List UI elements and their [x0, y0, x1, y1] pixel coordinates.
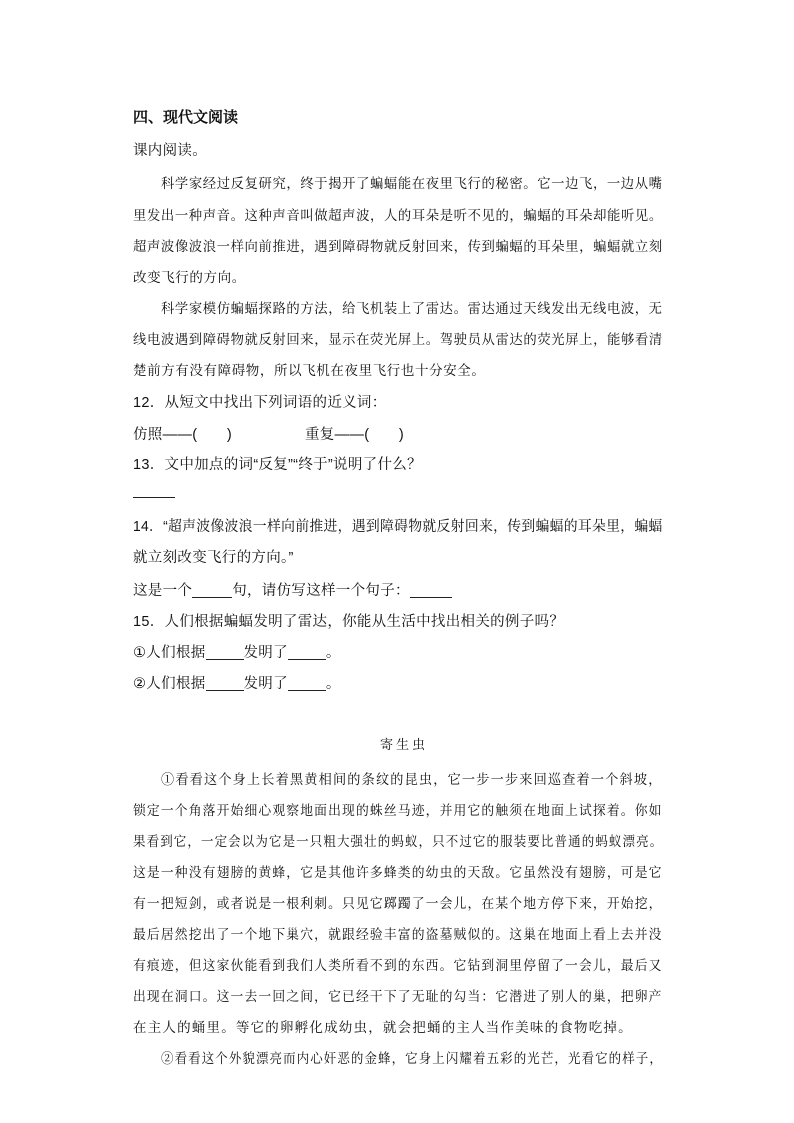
passage1-line: 线电波遇到障碍物就反射回来，显示在荧光屏上。驾驶员从雷达的荧光屏上，能够看清 — [133, 332, 663, 347]
question-14-text-b: 句，请仿写这样一个句子： — [232, 583, 410, 599]
question-15-item-1-text-a: ①人们根据 — [133, 645, 206, 661]
question-15-item-2-text-b: 发明了 — [243, 676, 288, 692]
inspiration-blank-2[interactable] — [206, 676, 244, 691]
passage2-line: ①看看这个身上长着黑黄相间的条纹的昆虫，它一步一步来回巡查着一个斜坡， — [161, 772, 663, 787]
passage2-line: 在主人的蛹里。等它的卵孵化成幼虫，就会把蛹的主人当作美味的食物吃掉。 — [133, 1020, 633, 1035]
question-14-line-1: 14．“超声波像波浪一样向前推进，遇到障碍物就反射回来，传到蝙蝠的耳朵里，蝙蝠 — [133, 519, 663, 535]
inspiration-blank-1[interactable] — [206, 645, 244, 660]
passage1-line: 科学家经过反复研究，终于揭开了蝙蝠能在夜里飞行的秘密。它一边飞，一边从嘴 — [161, 176, 663, 191]
question-15-item-2 — [133, 672, 341, 693]
question-12-item-2[interactable]: 重复——( ) — [305, 427, 405, 443]
passage2-line: 这是一种没有翅膀的黄蜂，它是其他许多蜂类的幼虫的天敌。它虽然没有翅膀，可是它 — [133, 865, 663, 880]
passage1-line: 楚前方有没有障碍物，所以飞机在夜里飞行也十分安全。 — [133, 363, 486, 378]
passage2-title: 寄生虫 — [380, 737, 429, 752]
passage1-line: 里发出一种声音。这种声音叫做超声波，人的耳朵是听不见的，蝙蝠的耳朵却能听见。 — [133, 208, 663, 223]
invention-blank-1[interactable] — [288, 645, 326, 660]
section-heading: 四、现代文阅读 — [133, 109, 239, 126]
passage2-line: 有痕迹，但这家伙能看到我们人类所看不到的东西。它钻到洞里停留了一会儿，最后又 — [133, 958, 663, 973]
passage2-line: 果看到它，一定会以为它是一只粗大强壮的蚂蚁，只不过它的服装要比普通的蚂蚁漂亮。 — [133, 834, 664, 849]
passage2-line: 出现在洞口。这一去一回之间，它已经干下了无耻的勾当：它潜进了别人的巢，把卵产 — [133, 989, 663, 1004]
passage2-line: 锁定一个角落开始细心观察地面出现的蛛丝马迹，并用它的触须在地面上试探着。你如 — [133, 803, 663, 818]
imitation-sentence-blank[interactable] — [410, 583, 452, 598]
passage2-line: ②看看这个外貌漂亮而内心奸恶的金蜂，它身上闪耀着五彩的光芒，光看它的样子， — [161, 1051, 663, 1066]
question-12-prompt: 12．从短文中找出下列词语的近义词： — [133, 395, 387, 411]
passage1-line: 超声波像波浪一样向前推进，遇到障碍物就反射回来，传到蝙蝠的耳朵里，蝙蝠就立刻 — [133, 239, 663, 254]
question-15-item-1-text-b: 发明了 — [243, 645, 288, 661]
passage1-line: 科学家模仿蝙蝠探路的方法，给飞机装上了雷达。雷达通过天线发出无线电波，无 — [161, 301, 663, 316]
reading-intro: 课内阅读。 — [133, 143, 207, 159]
passage2-line: 有一把短剑，或者说是一根利刺。只见它踯躅了一会儿，在某个地方停下来，开始挖， — [133, 896, 663, 911]
question-15-item-1-end: 。 — [325, 645, 341, 661]
question-14-text-a: 这是一个 — [133, 583, 193, 599]
passage2-line: 最后居然挖出了一个地下巢穴，就跟经验丰富的盗墓贼似的。这巢在地面上看上去并没 — [133, 927, 663, 942]
question-14-line-3 — [133, 579, 452, 600]
invention-blank-2[interactable] — [288, 676, 326, 691]
question-13-answer-blank[interactable] — [133, 497, 175, 498]
question-13-prompt: 13．文中加点的词“反复”“终于”说明了什么？ — [133, 457, 422, 473]
passage1-line: 改变飞行的方向。 — [133, 270, 246, 285]
question-15-item-2-end: 。 — [325, 676, 341, 692]
question-14-line-2: 就立刻改变飞行的方向。” — [133, 550, 294, 566]
question-15-item-1 — [133, 641, 341, 662]
question-15-prompt: 15．人们根据蝙蝠发明了雷达，你能从生活中找出相关的例子吗？ — [133, 614, 565, 630]
question-12-item-1[interactable]: 仿照——( ) — [133, 427, 233, 443]
question-15-item-2-text-a: ②人们根据 — [133, 676, 206, 692]
sentence-type-blank[interactable] — [192, 583, 232, 598]
